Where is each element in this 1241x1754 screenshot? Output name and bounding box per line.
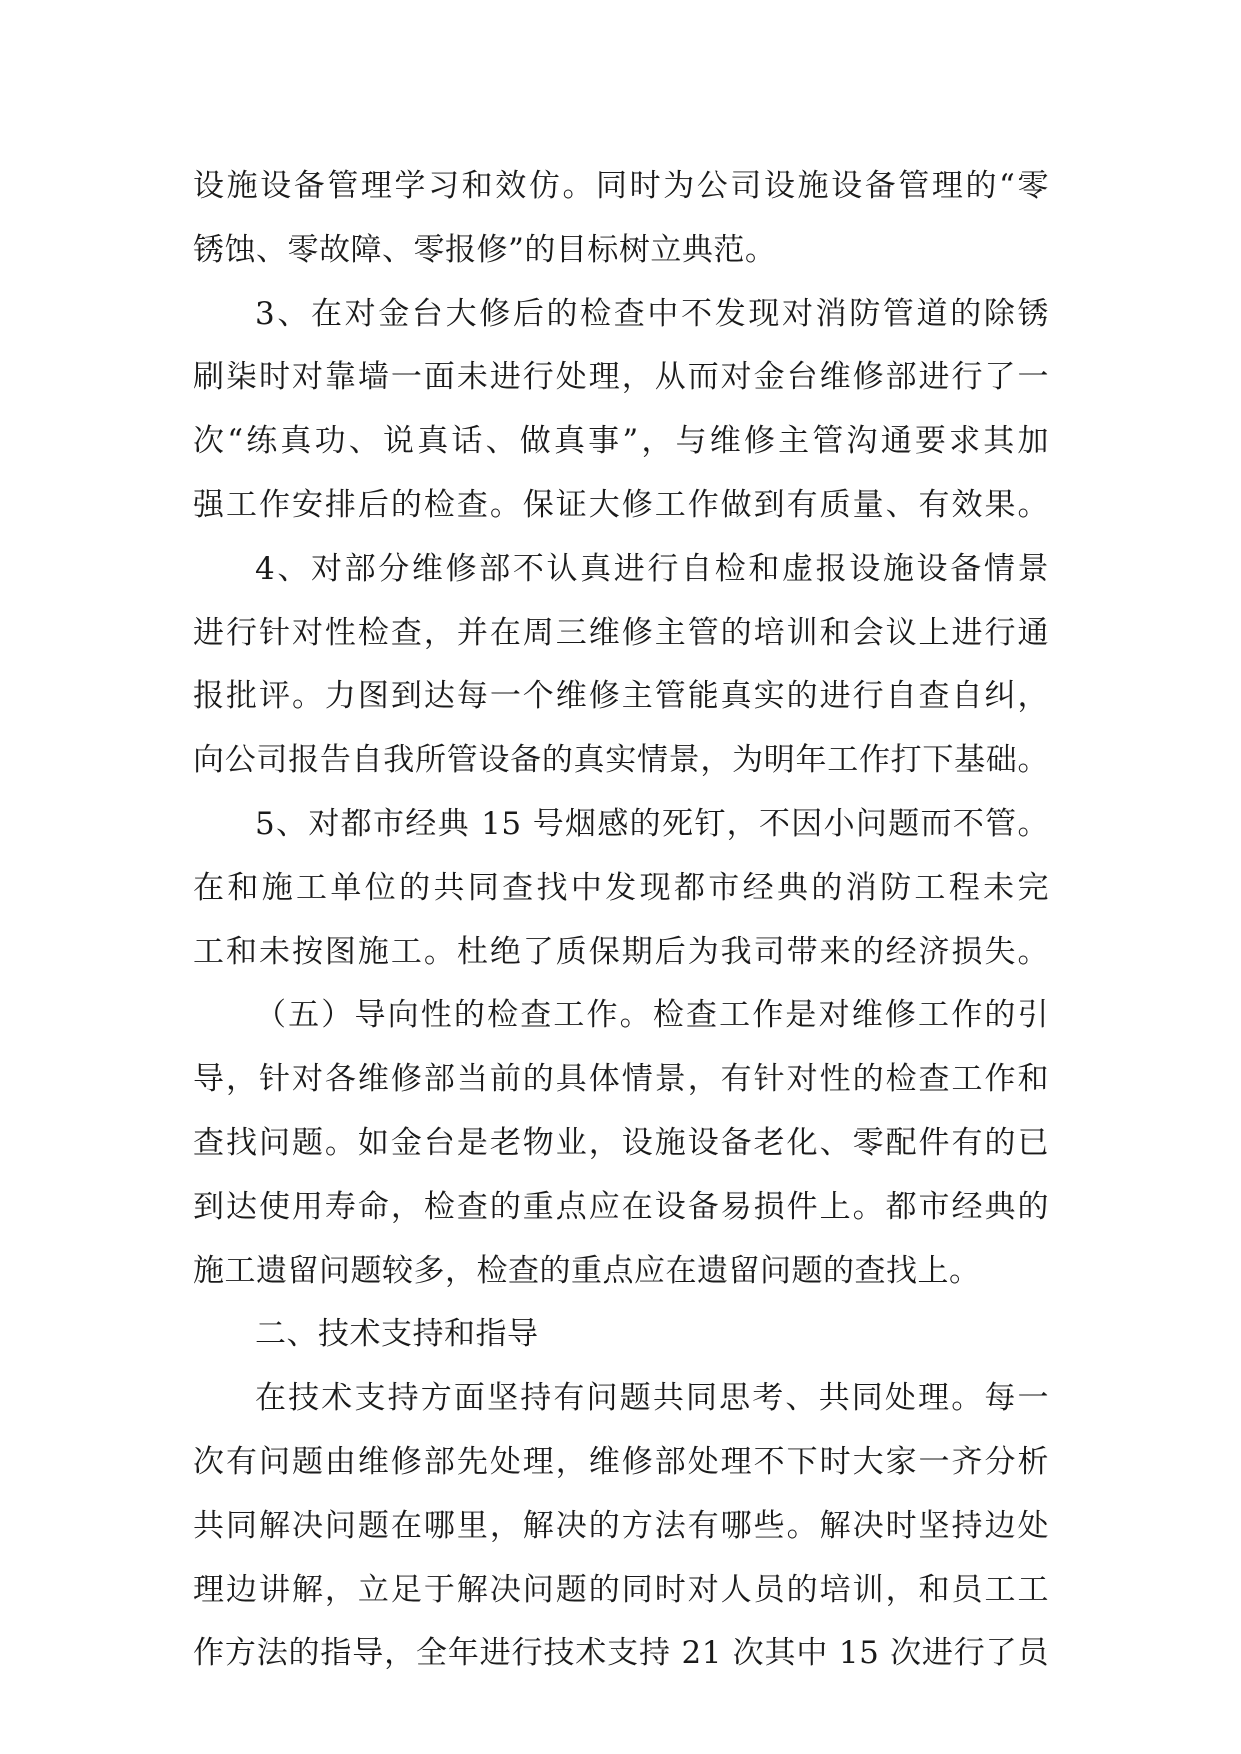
text-line: 4、对部分维修部不认真进行自检和虚报设施设备情景	[255, 550, 1049, 587]
text-line: 进行针对性检查，并在周三维修主管的培训和会议上进行通	[193, 614, 1049, 651]
text-line: 强工作安排后的检查。保证大修工作做到有质量、有效果。	[193, 486, 1049, 523]
text-line: 理边讲解，立足于解决问题的同时对人员的培训，和员工工	[193, 1571, 1049, 1608]
text-line: 共同解决问题在哪里，解决的方法有哪些。解决时坚持边处	[193, 1507, 1049, 1544]
document-body	[193, 155, 1049, 1686]
text-line: 到达使用寿命，检查的重点应在设备易损件上。都市经典的	[193, 1188, 1049, 1225]
text-line: 3、在对金台大修后的检查中不发现对消防管道的除锈	[255, 295, 1049, 332]
text-line: 在技术支持方面坚持有问题共同思考、共同处理。每一	[255, 1380, 1049, 1417]
text-line: 工和未按图施工。杜绝了质保期后为我司带来的经济损失。	[193, 933, 1049, 970]
text-line: 在和施工单位的共同查找中发现都市经典的消防工程未完	[193, 869, 1049, 906]
text-line: （五）导向性的检查工作。检查工作是对维修工作的引	[255, 997, 1049, 1034]
text-line: 施工遗留问题较多，检查的重点应在遗留问题的查找上。	[193, 1252, 981, 1289]
text-line: 次有问题由维修部先处理，维修部处理不下时大家一齐分析	[193, 1443, 1049, 1480]
text-line: 向公司报告自我所管设备的真实情景，为明年工作打下基础。	[193, 742, 1049, 779]
text-line: 锈蚀、零故障、零报修”的目标树立典范。	[193, 231, 777, 268]
text-line: 5、对都市经典 15 号烟感的死钉，不因小问题而不管。	[255, 805, 1049, 842]
text-line: 设施设备管理学习和效仿。同时为公司设施设备管理的“零	[193, 168, 1049, 204]
text-line: 导，针对各维修部当前的具体情景，有针对性的检查工作和	[193, 1061, 1049, 1098]
text-line: 次“练真功、说真话、做真事”，与维修主管沟通要求其加	[193, 423, 1049, 460]
text-line: 二、技术支持和指导	[255, 1316, 539, 1353]
text-line: 刷柒时对靠墙一面未进行处理，从而对金台维修部进行了一	[193, 359, 1049, 396]
text-line: 作方法的指导，全年进行技术支持 21 次其中 15 次进行了员	[193, 1635, 1049, 1672]
text-line: 报批评。力图到达每一个维修主管能真实的进行自查自纠，	[193, 678, 1049, 715]
text-line: 查找问题。如金台是老物业，设施设备老化、零配件有的已	[193, 1124, 1049, 1161]
